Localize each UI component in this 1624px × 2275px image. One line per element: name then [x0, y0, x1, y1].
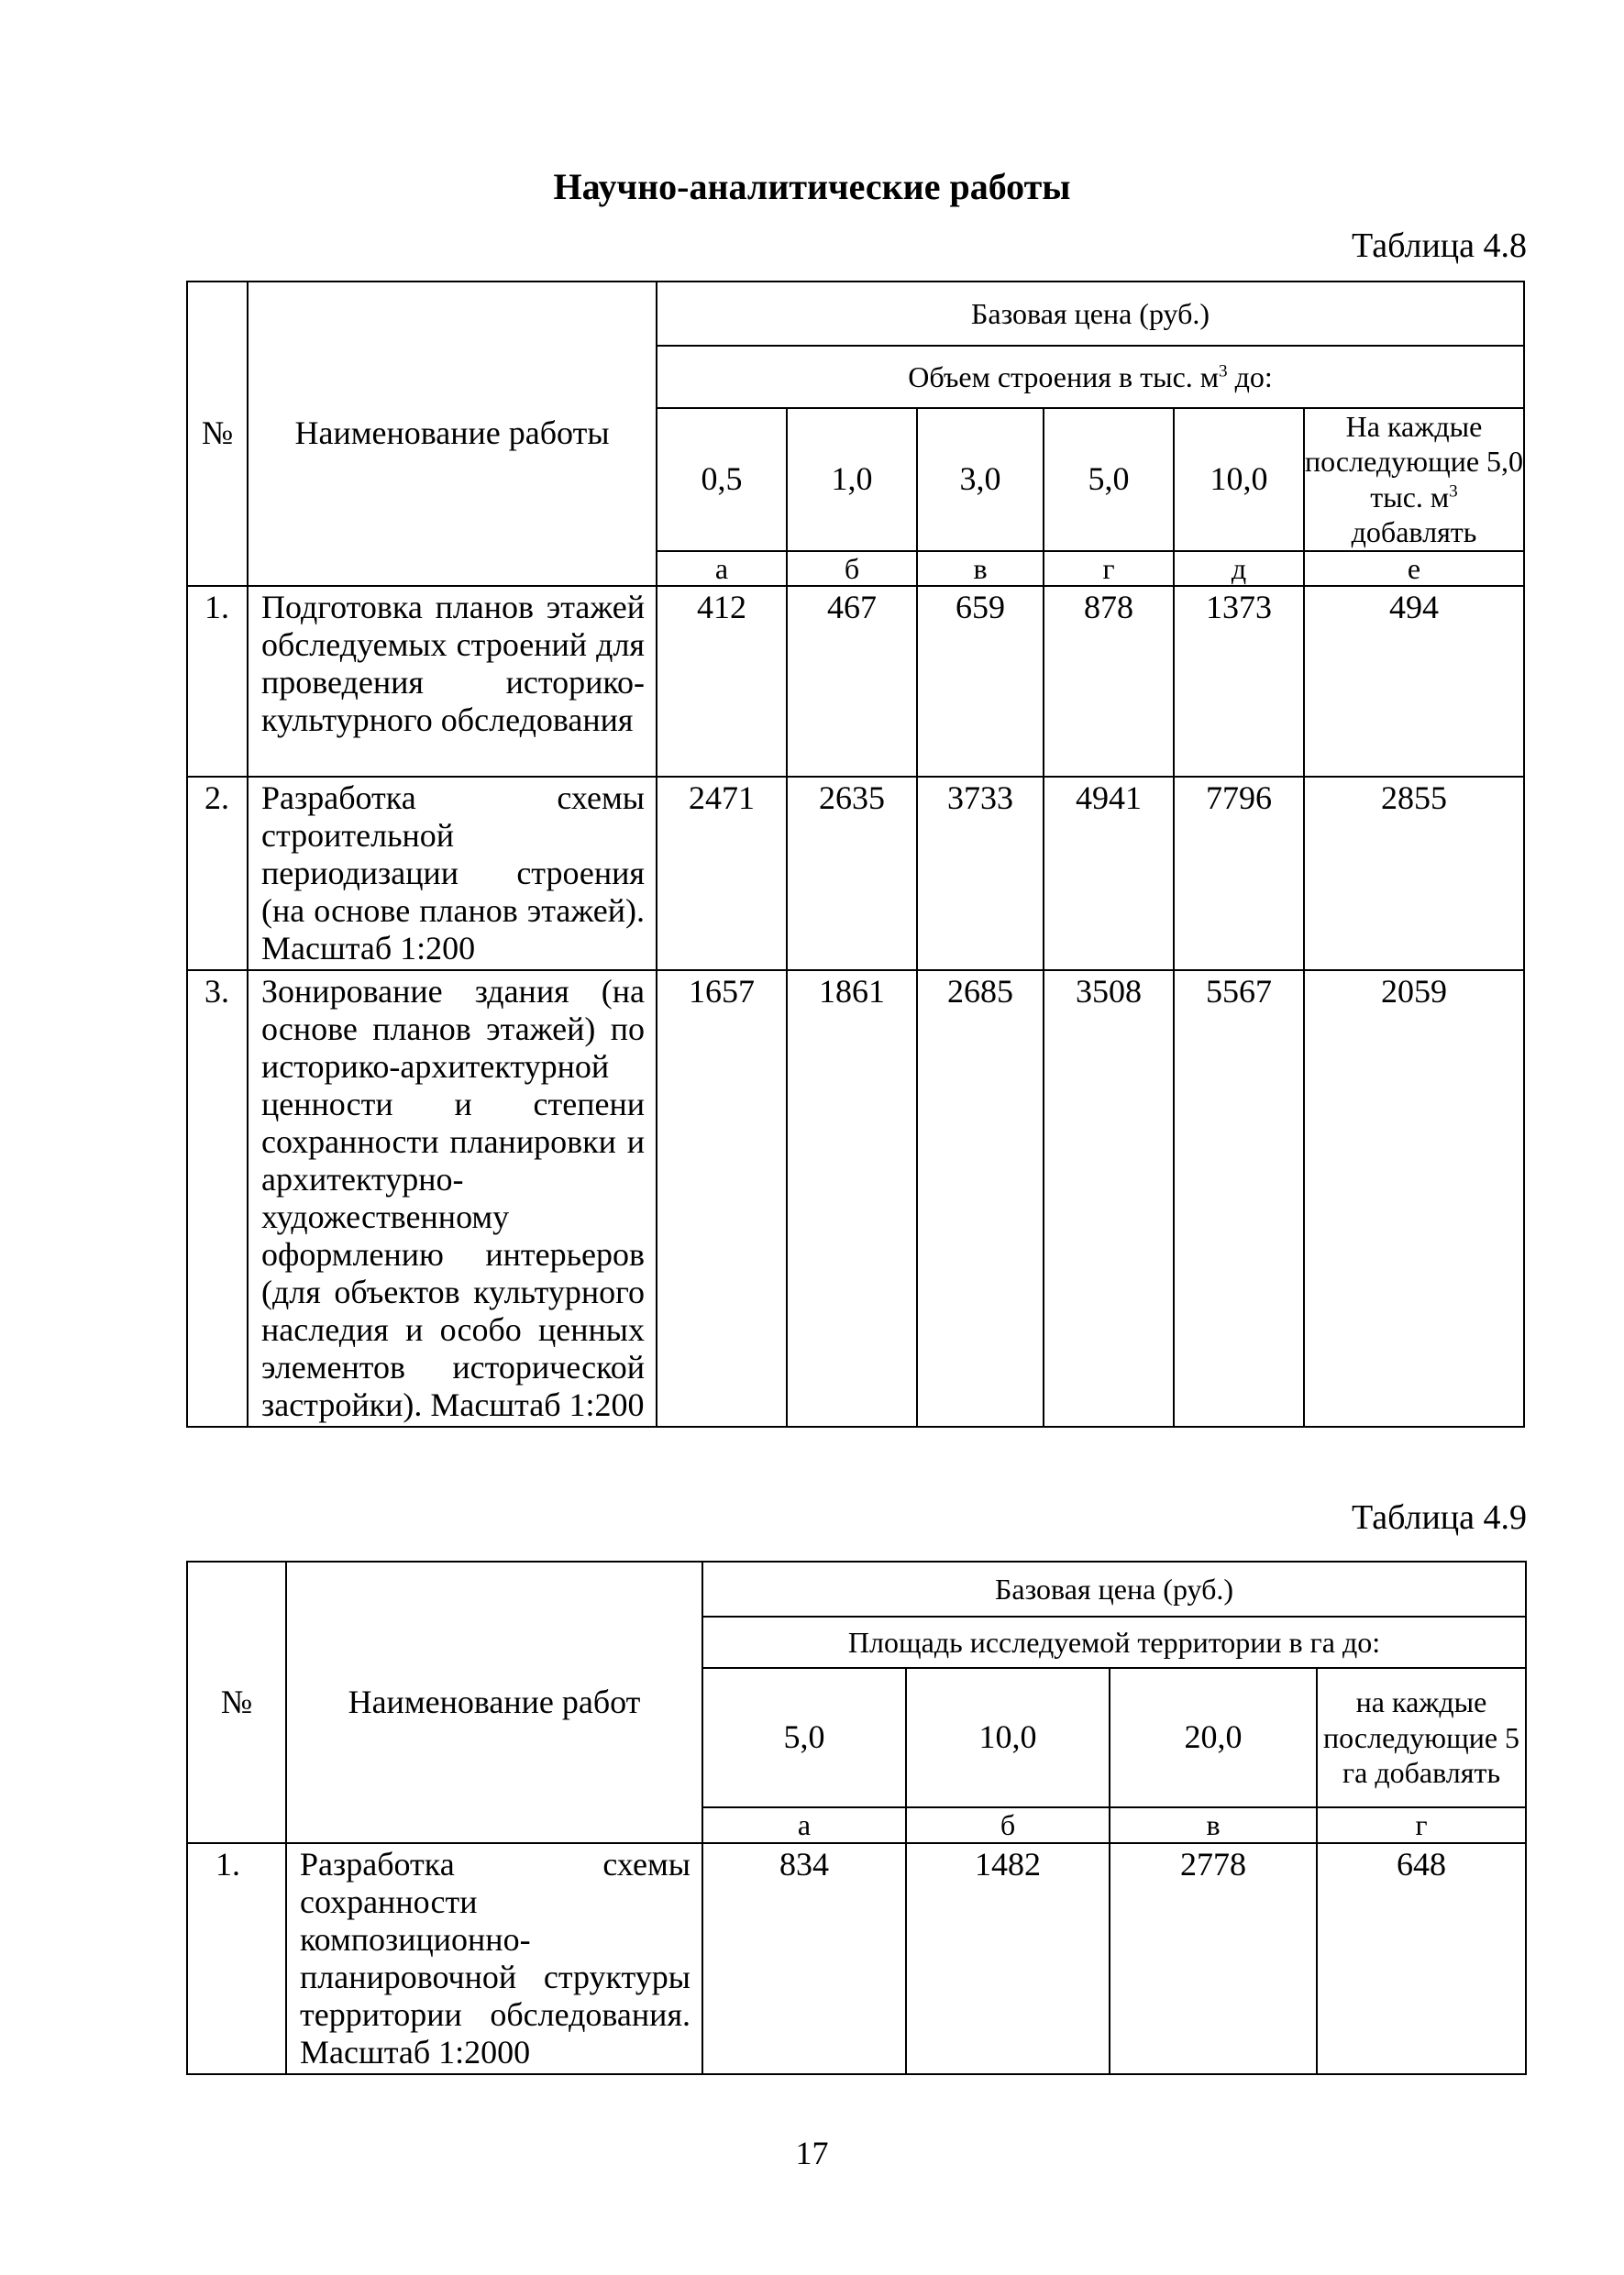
row-value: 2471 — [657, 777, 787, 970]
table-row — [187, 777, 1524, 970]
row-value: 412 — [657, 586, 787, 777]
row-value: 2635 — [787, 777, 917, 970]
header-base-price: Базовая цена (руб.) — [657, 282, 1524, 346]
header-letter: г — [1317, 1807, 1526, 1843]
header-letter: е — [1304, 551, 1524, 587]
header-col-5-0: 5,0 — [702, 1668, 906, 1807]
table-row — [187, 586, 1524, 777]
price-table-4-9 — [186, 1561, 1527, 2075]
header-name: Наименование работ — [286, 1562, 702, 1843]
header-area: Площадь исследуемой территории в га до: — [702, 1617, 1526, 1668]
header-col-10-0: 10,0 — [906, 1668, 1110, 1807]
row-value: 659 — [917, 586, 1044, 777]
row-value: 1482 — [906, 1843, 1110, 2074]
header-letter: д — [1174, 551, 1304, 587]
header-letter: г — [1044, 551, 1174, 587]
row-number: 2. — [187, 777, 248, 970]
table-caption-4-8: Таблица 4.8 — [1351, 226, 1527, 265]
row-value: 2685 — [917, 970, 1044, 1427]
row-value: 2778 — [1110, 1843, 1317, 2074]
header-col-3-0: 3,0 — [917, 408, 1044, 551]
header-base-price: Базовая цена (руб.) — [702, 1562, 1526, 1617]
row-value: 878 — [1044, 586, 1174, 777]
header-volume: Объем строения в тыс. $м^3$ до: — [657, 346, 1524, 408]
header-col-5-0: 5,0 — [1044, 408, 1174, 551]
price-table-4-8 — [186, 281, 1525, 1428]
row-value: 7796 — [1174, 777, 1304, 970]
page-title: Научно-аналитические работы — [553, 166, 1071, 207]
header-col-10-0: 10,0 — [1174, 408, 1304, 551]
row-number: 1. — [187, 1843, 286, 2074]
header-num: № — [187, 1562, 286, 1843]
row-name: Зонирование здания (на основе планов этажей) по историко-архитектурной ценности и степени сохранности планировки и архитектурно-художественному оформлению интерьеров (для объектов культурного наследия и особо ценных элементов исторической застройки). Масштаб 1:200 — [248, 970, 657, 1427]
row-name: Подготовка планов этажей обследуемых строений для проведения историко-культурного обследования — [248, 586, 657, 777]
row-value: 494 — [1304, 586, 1524, 777]
row-value: 2059 — [1304, 970, 1524, 1427]
row-number: 3. — [187, 970, 248, 1427]
row-value: 3508 — [1044, 970, 1174, 1427]
header-letter: а — [657, 551, 787, 587]
row-value: 834 — [702, 1843, 906, 2074]
row-value: 4941 — [1044, 777, 1174, 970]
row-value: 467 — [787, 586, 917, 777]
header-col-each: на каждые последующие 5 га добавлять — [1317, 1668, 1526, 1807]
row-value: 1861 — [787, 970, 917, 1427]
row-value: 1373 — [1174, 586, 1304, 777]
header-letter: в — [917, 551, 1044, 587]
header-col-20-0: 20,0 — [1110, 1668, 1317, 1807]
row-name: Разработка схемы строительной периодизации строения (на основе планов этажей). Масштаб 1:200 — [248, 777, 657, 970]
table-caption-4-9: Таблица 4.9 — [1351, 1498, 1527, 1537]
page-number: 17 — [795, 2135, 829, 2171]
row-value: 2855 — [1304, 777, 1524, 970]
row-value: 3733 — [917, 777, 1044, 970]
table-row — [187, 1843, 1526, 2074]
header-col-0-5: 0,5 — [657, 408, 787, 551]
row-name: Разработка схемы сохранности композиционно-планировочной структуры территории обследования. Масштаб 1:2000 — [286, 1843, 702, 2074]
table-row — [187, 970, 1524, 1427]
header-letter: б — [906, 1807, 1110, 1843]
row-value: 1657 — [657, 970, 787, 1427]
row-value: 5567 — [1174, 970, 1304, 1427]
header-col-1-0: 1,0 — [787, 408, 917, 551]
header-letter: б — [787, 551, 917, 587]
header-col-each: На каждые последующие 5,0 тыс. $м^3$ добавлять — [1304, 408, 1524, 551]
header-name: Наименование работы — [248, 282, 657, 586]
row-value: 648 — [1317, 1843, 1526, 2074]
header-num: № — [187, 282, 248, 586]
header-letter: в — [1110, 1807, 1317, 1843]
row-number: 1. — [187, 586, 248, 777]
header-letter: а — [702, 1807, 906, 1843]
